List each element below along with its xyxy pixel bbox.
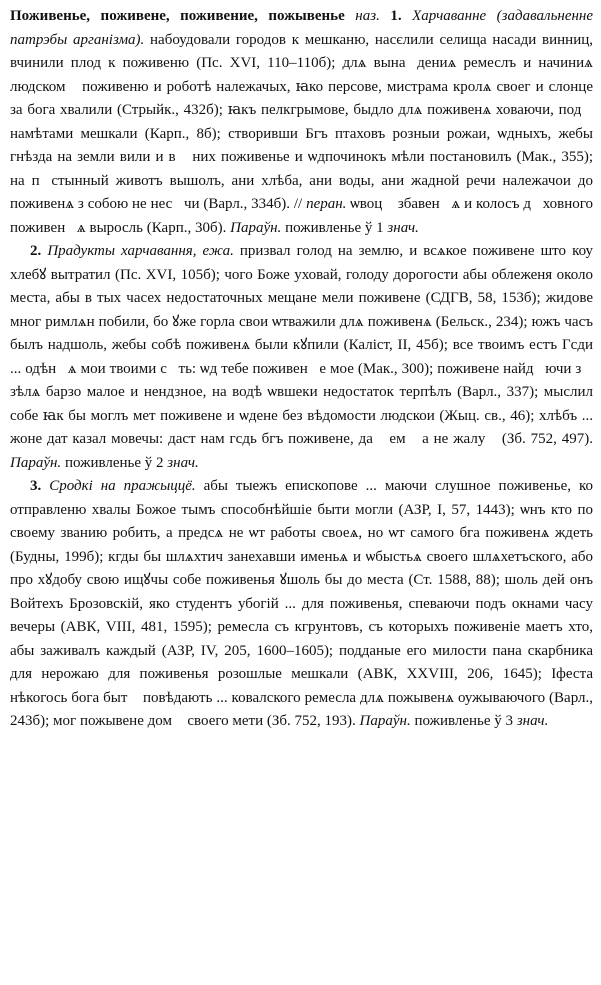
compare-label: Параўн. <box>230 219 282 236</box>
figurative-label: перан. <box>306 196 347 212</box>
sense-definition: Харчаванне (задавальненне патрэбы арганізма). <box>10 8 593 48</box>
figurative-citation: ѡвоцⷭ збавенⷭѧ и колосъ дꙋховного поживенⷭѧ выросль (Карп., 30б). <box>10 196 593 236</box>
entry-sense-2 <box>10 240 593 475</box>
compare-tail: знач. <box>387 219 419 236</box>
headword: Поживенье, поживене, поживение, пожывенье <box>10 8 345 24</box>
entry-sense-1 <box>10 5 593 240</box>
sense-citations: абы тыежъ епископове ... маючи слушное поживенье, ко отправленю хвалы Божое тымъ способнѣйшіе быти могли (АЗР, I, 57, 1443); ѡнъ кто по своему званию робить, а предсѧ не ѡт работы своеѧ, но ѡт самого бга поживенѧ ждеть (Будны, 199б); кгды бы шлѧхтич занехавши именьѧ и ѡбыстьѧ своего шлѧхетъского, або про хꙋдобу свою ищꙋчы собе поживенья ꙋшоль бы до места (Ст. 1588, 88); шоль дей онъ Войтехъ Брозовскій, яко студентъ убогій ... для поживенья, спеваючи подъ окнами часу вечеры (АВК, VIII, 481, 1595); ремесла съ кгрунтовъ, съ которыхъ поживеніе маетъ хто, абы заживалъ каждый (АЗР, IV, 205, 1600–1605); подданые его милости пана скарбника для нерожаю для поживенья розошлые мешкали (АВК, XXVIII, 206, 1645); Іфеста нѣкогось бога бытⷭ повѣдають ... ковалского ремесла длѧ пожывенѧ оужываючого (Варл., 243б); мог пожывене домꙋ своего мети (Зб. 752, 193). <box>10 478 593 729</box>
compare-tail: знач. <box>516 713 549 729</box>
compare-label: Параўн. <box>359 713 411 729</box>
sense-citations: призвал голод на землю, и всѧкое поживене што коу хлебꙋ вытратил (Пс. XVI, 105б); чого Боже уховай, голоду дорогости абы облеженя около места, абы в тых часех недостаточных мещане мели поживене (СДГВ, 58, 153б); жидове мног римлѧн побили, бо ꙋже горла свои ѡтважили длѧ поживенѧ (Бельск., 234); южъ часъ былъ надшоль, жебы собѣ поживенѧ были кꙋпили (Каліст, II, 45б); все твоимъ естъ Гсди ... одѣнⷭѧ мои твоими сꙋть: ѡд тебе поживенⷭе мое (Мак., 300); поживене найдꙋючи зⷭ зѣлѧ барзо малое и нендзное, на водѣ ѡвшеки недостаток терпѣлъ (Варл., 337); мыслил собе ꙗк бы моглъ мет поживене и ѡдене без вѣдомости людскои (Жыц. св., 46); хлѣбъ ... жоне дат казал мовечы: даст нам гсдь бгъ поживене, даⷭ емꙋ а не жалуⷭ (Зб. 752, 497). <box>10 243 593 447</box>
sense-citations: набоудовали городов к мешканю, насєлили селища насади винниц, вчинили плод к поживеню (Пс. XVI, 110–110б); длѧ вынаⷭдениѧ ремеслъ и начиниѧ людскомꙋ поживеню и роботѣ належачых, ꙗко персове, мистрама кролѧ своег и слонце за бога хвалили (Стрыйк., 432б); ꙗкъ пелкгрымове, быдло длѧ поживенѧ ховаючи, подⷭ намѣтами мешкали (Карп., 8б); створивши Бгъ птаховъ розныи рожаи, ѡдныхъ, жебы гнѣзда на земли вили и вⷭ них поживенье и ѡдпочинокъ мѣли постановилъ (Мак., 355); на пꙋстынный животъ вышолъ, ани хлѣба, ани воды, ани жадной речи належачои до поживенѧ з собою не несꙋчи (Варл., 334б). // <box>10 31 593 212</box>
sense-definition: Сродкі на пражыццё. <box>49 478 196 494</box>
sense-number: 2. <box>30 243 42 259</box>
entry-sense-3 <box>10 475 593 734</box>
sense-number: 1. <box>390 8 402 24</box>
part-of-speech: наз. <box>355 8 380 24</box>
compare-reference: поживленье ў 3 <box>414 713 514 729</box>
compare-reference: поживленье ў 2 <box>64 454 164 471</box>
sense-definition: Прадукты харчавання, ежа. <box>47 243 234 259</box>
compare-reference: поживленье ў 1 <box>285 219 384 236</box>
dictionary-page <box>10 5 593 980</box>
sense-number: 3. <box>30 478 42 494</box>
compare-label: Параўн. <box>10 454 62 471</box>
compare-tail: знач. <box>167 454 199 471</box>
